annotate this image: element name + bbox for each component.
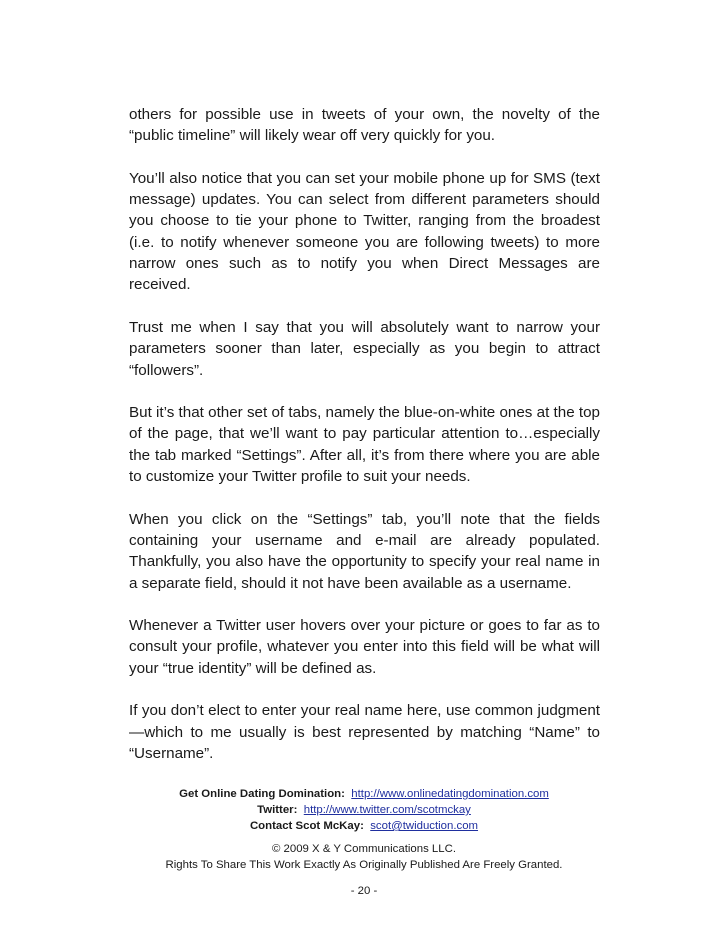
paragraph: others for possible use in tweets of your own, the novelty of the “public timeline” will likely wear off very quickly for you.: [129, 106, 600, 145]
dating-link[interactable]: http://www.onlinedatingdomination.com: [351, 788, 549, 800]
dating-label: Get Online Dating Domination:: [179, 788, 345, 800]
paragraph: Trust me when I say that you will absolutely want to narrow your parameters sooner than later, especially as you begin to attract “followers”.: [129, 318, 600, 379]
rights-text: Rights To Share This Work Exactly As Originally Published Are Freely Granted.: [165, 859, 563, 871]
page-number: - 20 -: [350, 885, 378, 897]
paragraph: But it’s that other set of tabs, namely the blue-on-white ones at the top of the page, that we’ll want to pay particular attention to…especially the tab marked “Settings”. After all, it’s from there where you are able to customize your Twitter profile to suit your needs.: [129, 404, 600, 486]
paragraph: Whenever a Twitter user hovers over your picture or goes to far as to consult your profile, whatever you enter into this field will be what will your “true identity” will be defined as.: [129, 617, 600, 677]
copyright-text: © 2009 X & Y Communications LLC.: [272, 843, 456, 855]
twitter-label: Twitter:: [257, 804, 298, 816]
paragraph: When you click on the “Settings” tab, you’ll note that the fields containing your username and e-mail are already populated. Thankfully, you also have the opportunity to specify your real name in a separate field, should it not have been available as a username.: [129, 510, 600, 592]
footer-line-dating: [0, 786, 728, 802]
copyright-block: [0, 841, 728, 873]
paragraph: If you don’t elect to enter your real name here, use common judgment—which to me usually is best represented by matching “Name” to “Username”.: [129, 702, 600, 762]
body-text: [129, 104, 600, 786]
twitter-link[interactable]: http://www.twitter.com/scotmckay: [303, 804, 471, 816]
paragraph: You’ll also notice that you can set your mobile phone up for SMS (text message) updates. You can select from different parameters should you choose to tie your phone to Twitter, ranging from the broadest (i.e. to notify whenever someone you are following tweets) to more narrow ones such as to notify you when Direct Messages are received.: [129, 169, 600, 294]
footer-line-twitter: [0, 802, 728, 818]
contact-link[interactable]: scot@twiduction.com: [370, 820, 479, 832]
footer-line-contact: [0, 818, 728, 834]
contact-label: Contact Scot McKay:: [249, 820, 364, 832]
footer-links: [0, 786, 728, 834]
